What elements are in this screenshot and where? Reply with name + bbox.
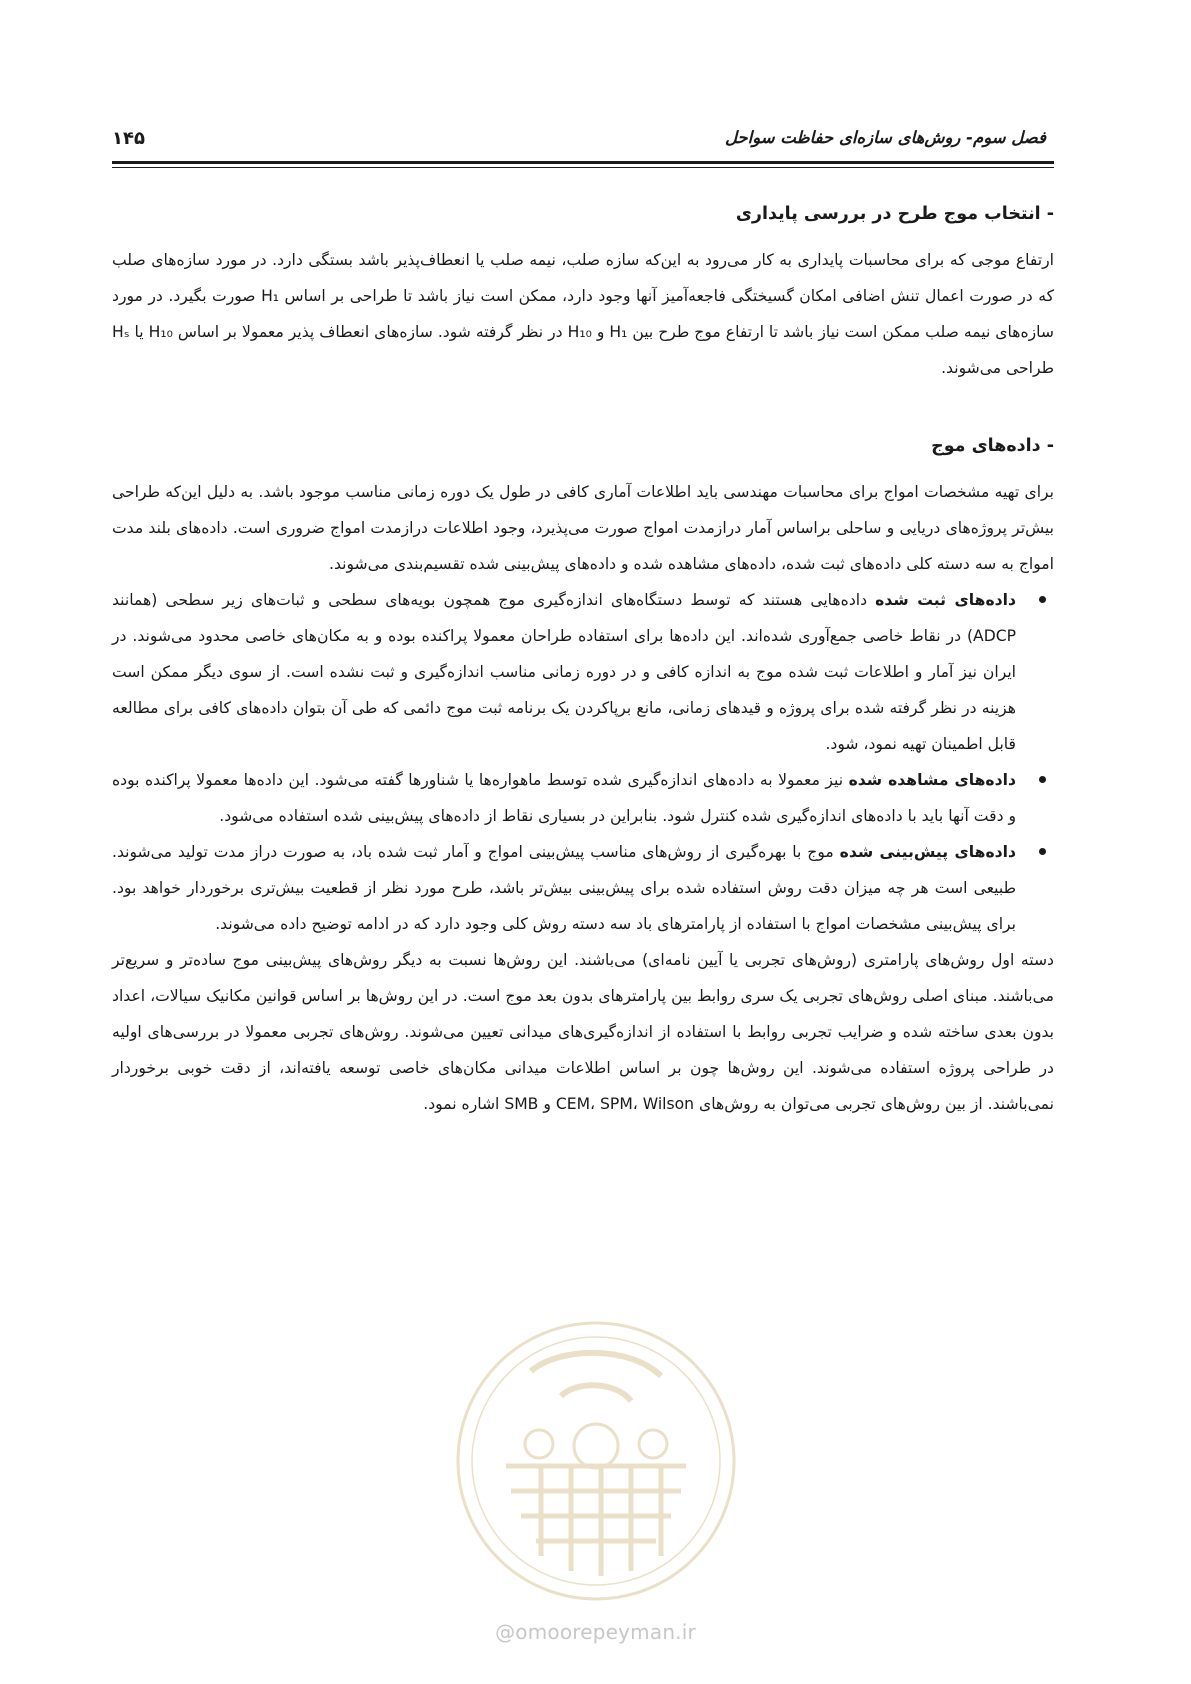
bullet-term: داده‌های ثبت شده xyxy=(875,591,1016,609)
watermark-url xyxy=(0,1620,1191,1644)
bullet-dot-icon xyxy=(1039,596,1046,603)
section-wave-data xyxy=(112,432,1054,1122)
bullet-item xyxy=(112,762,1054,834)
watermark-url-text: omoorepeyman.ir xyxy=(515,1620,696,1644)
paragraph-text: ارتفاع موجی که برای محاسبات پایداری به کار می‌رود به این‌که سازه صلب، نیمه صلب یا انعطاف‌پذیر باشد بستگی دارد. در مورد سازه‌های صلب که در صورت اعمال تنش اضافی امکان گسیختگی فاجعه‌آمیز آنها وجود دارد، ممکن است نیاز باشد تا طراحی بر اساس H₁ صورت بگیرد. در مورد سازه‌های نیمه صلب ممکن است نیاز باشد تا ارتفاع موج طرح بین H₁ و H₁₀ در نظر گرفته شود. سازه‌های انعطاف پذیر معمولا بر اساس H₁₀ یا Hₛ طراحی می‌شوند. xyxy=(112,251,1055,377)
section-heading: - انتخاب موج طرح در بررسی پایداری xyxy=(735,204,1054,224)
bullet-dot-icon xyxy=(1039,776,1046,783)
header-rule-thick xyxy=(112,161,1054,164)
paragraph-text: برای تهیه مشخصات امواج برای محاسبات مهندسی باید اطلاعات آماری کافی در طول یک دوره زمانی مناسب موجود باشد. به دلیل این‌که طراحی بیش‌تر پروژه‌های دریایی و ساحلی براساس آمار درازمدت امواج صورت می‌پذیرد، وجود اطلاعات درازمدت امواج ضروری است. داده‌های بلند مدت امواج به سه دسته کلی داده‌های ثبت شده، داده‌های مشاهده شده و داده‌های پیش‌بینی شده تقسیم‌بندی می‌شوند. xyxy=(112,483,1054,573)
section-design-wave xyxy=(112,200,1054,386)
section-heading: - داده‌های موج xyxy=(931,436,1054,456)
at-icon: @ xyxy=(495,1620,516,1644)
bullet-text: داده‌هایی هستند که توسط دستگاه‌های اندازه‌گیری موج همچون بویه‌های سطحی و ثبات‌های زیر سطحی (همانند ADCP) در نقاط خاصی جمع‌آوری شده‌اند. این داده‌ها برای استفاده طراحان معمولا پراکنده بوده و به مکان‌های خاصی محدود می‌شوند. در ایران نیز آمار و اطلاعات ثبت شده موج به اندازه کافی و در دوره زمانی مناسب اندازه‌گیری و ثبت نشده است. از سوی دیگر ممکن است هزینه در نظر گرفته شده برای پروژه و قیدهای زمانی، مانع برپاکردن یک برنامه ثبت موج دائمی که طی آن بتوان داده‌های کافی برای مطالعه قابل اطمینان تهیه نمود، شود. xyxy=(112,591,1016,753)
page-number: ۱۴۵ xyxy=(112,128,145,149)
paragraph xyxy=(112,242,1054,386)
watermark-seal-icon xyxy=(451,1316,741,1606)
bullet-text: نیز معمولا به داده‌های اندازه‌گیری شده توسط ماهواره‌ها یا شناورها گفته می‌شود. این داده‌ها معمولا پراکنده بوده و دقت آنها باید با داده‌های اندازه‌گیری شده کنترل شود. بنابراین در بسیاری نقاط از داده‌های پیش‌بینی شده استفاده می‌شود. xyxy=(112,771,1016,825)
running-header-title: فصل سوم- روش‌های سازه‌ای حفاظت سواحل xyxy=(724,128,1046,147)
header-rule-thin xyxy=(112,167,1054,168)
bullet-item xyxy=(112,834,1054,942)
bullet-text: موج با بهره‌گیری از روش‌های مناسب پیش‌بینی امواج و آمار ثبت شده باد، به صورت دراز مدت تولید می‌شوند. طبیعی است هر چه میزان دقت روش استفاده شده برای پیش‌بینی بیش‌تر باشد، طرح مورد نظر از قطعیت بیش‌تری برخوردار خواهد بود. برای پیش‌بینی مشخصات امواج با استفاده از پارامترهای باد سه دسته روش کلی وجود دارد که در ادامه توضیح داده می‌شوند. xyxy=(112,843,1016,933)
paragraph xyxy=(112,474,1054,582)
paragraph-text: دسته اول روش‌های پارامتری (روش‌های تجربی یا آیین نامه‌ای) می‌باشند. این روش‌ها نسبت به دیگر روش‌های پیش‌بینی موج ساده‌تر و سریع‌تر می‌باشند. مبنای اصلی روش‌های تجربی یک سری روابط بین پارامترهای بدون بعد موج است. در این روش‌ها بر اساس قوانین مکانیک سیالات، اعداد بدون بعدی ساخته شده و ضرایب تجربی روابط با استفاده از اندازه‌گیری‌های میدانی تعیین می‌شوند. روش‌های تجربی معمولا در بررسی‌های اولیه در طراحی پروژه استفاده می‌شوند. این روش‌ها چون بر اساس اطلاعات میدانی مکان‌های خاصی توسعه یافته‌اند، از دقت خوبی برخوردار نمی‌باشند. از بین روش‌های تجربی می‌توان به روش‌های CEM، SPM، Wilson و SMB اشاره نمود. xyxy=(112,951,1054,1113)
paragraph xyxy=(112,942,1054,1122)
bullet-term: داده‌های مشاهده شده xyxy=(848,771,1016,789)
bullet-term: داده‌های پیش‌بینی شده xyxy=(839,843,1017,861)
bullet-item xyxy=(112,582,1054,762)
bullet-dot-icon xyxy=(1039,848,1046,855)
